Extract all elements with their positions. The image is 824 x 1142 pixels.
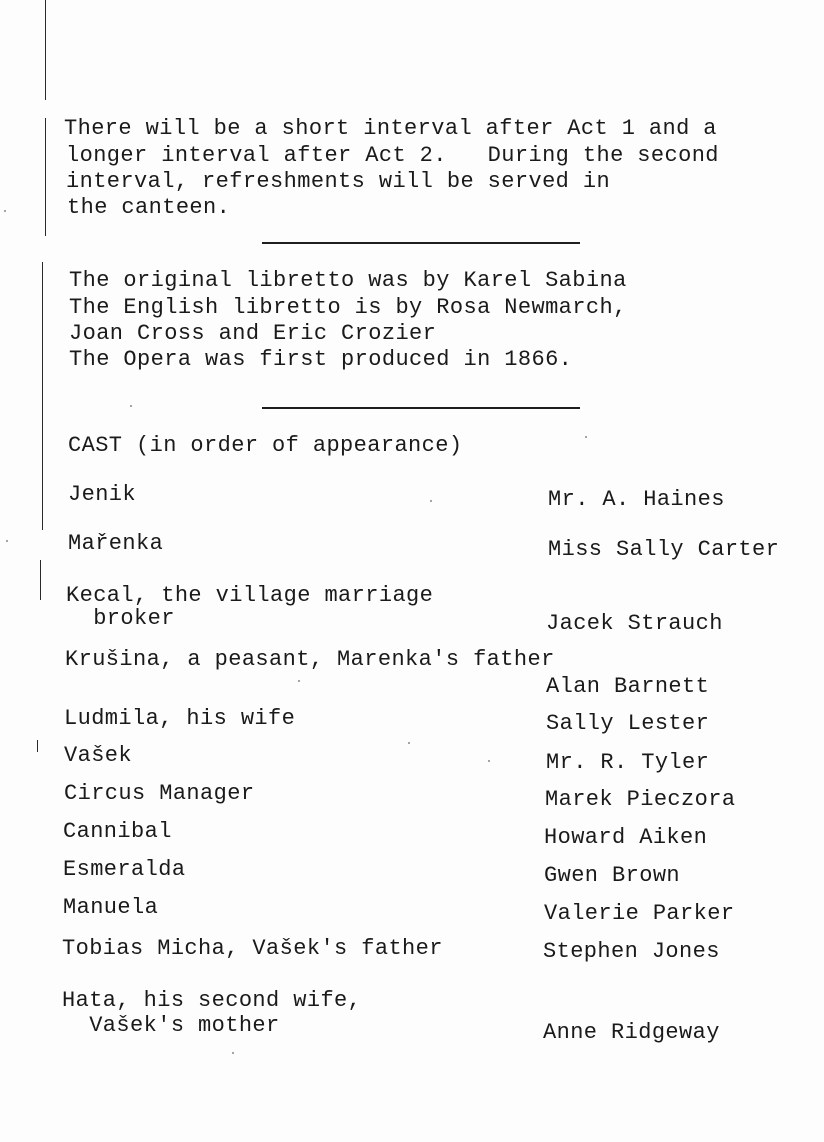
- scan-speck: [430, 500, 432, 502]
- cast-actor: Gwen Brown: [544, 863, 681, 888]
- cast-role: Krušina, a peasant, Marenka's father: [65, 647, 555, 672]
- cast-role: Cannibal: [63, 819, 172, 844]
- cast-actor: Howard Aiken: [544, 825, 708, 850]
- cast-actor: Stephen Jones: [543, 939, 720, 964]
- cast-heading: CAST (in order of appearance): [68, 433, 463, 458]
- credits-line-4: The Opera was first produced in 1866.: [69, 347, 573, 372]
- scan-speck: [4, 210, 6, 212]
- cast-role: Esmeralda: [63, 857, 186, 882]
- scan-speck: [488, 760, 490, 762]
- cast-actor: Sally Lester: [546, 711, 710, 736]
- intro-line-2: longer interval after Act 2. During the second: [66, 143, 719, 168]
- cast-role: Mařenka: [68, 531, 164, 556]
- cast-role: Kecal, the village marriage: [66, 583, 434, 608]
- cast-role: Vašek: [64, 743, 133, 768]
- margin-rule: [42, 262, 43, 530]
- cast-actor: Marek Pieczora: [545, 787, 736, 812]
- scan-speck: [6, 540, 8, 542]
- intro-line-4: the canteen.: [67, 195, 231, 220]
- cast-actor: Alan Barnett: [546, 674, 710, 699]
- margin-rule: [37, 740, 38, 752]
- intro-line-1: There will be a short interval after Act 1 and a: [64, 116, 717, 141]
- intro-line-3: interval, refreshments will be served in: [66, 169, 611, 194]
- cast-role-continued: Vašek's mother: [62, 1013, 280, 1038]
- cast-role: Hata, his second wife,: [62, 988, 362, 1013]
- cast-role: Circus Manager: [64, 781, 255, 806]
- cast-role: Ludmila, his wife: [64, 706, 296, 731]
- cast-actor: Mr. A. Haines: [548, 487, 725, 512]
- scan-speck: [298, 680, 300, 682]
- credits-line-3: Joan Cross and Eric Crozier: [69, 321, 437, 346]
- margin-rule: [45, 118, 46, 236]
- margin-rule: [45, 0, 46, 100]
- cast-role: Manuela: [63, 895, 159, 920]
- cast-actor: Anne Ridgeway: [543, 1020, 720, 1045]
- credits-line-1: The original libretto was by Karel Sabina: [69, 268, 627, 293]
- cast-role: Jenik: [68, 482, 137, 507]
- scan-speck: [408, 742, 410, 744]
- cast-actor: Mr. R. Tyler: [546, 750, 710, 775]
- divider-rule: [262, 242, 580, 244]
- divider-rule: [262, 407, 580, 409]
- cast-role-continued: broker: [66, 606, 175, 631]
- margin-rule: [40, 560, 41, 600]
- scan-speck: [232, 1052, 234, 1054]
- cast-actor: Jacek Strauch: [546, 611, 723, 636]
- credits-line-2: The English libretto is by Rosa Newmarch,: [69, 295, 627, 320]
- scan-speck: [585, 436, 587, 438]
- cast-role: Tobias Micha, Vašek's father: [62, 936, 443, 961]
- cast-actor: Miss Sally Carter: [548, 537, 780, 562]
- scan-speck: [130, 405, 132, 407]
- cast-actor: Valerie Parker: [544, 901, 735, 926]
